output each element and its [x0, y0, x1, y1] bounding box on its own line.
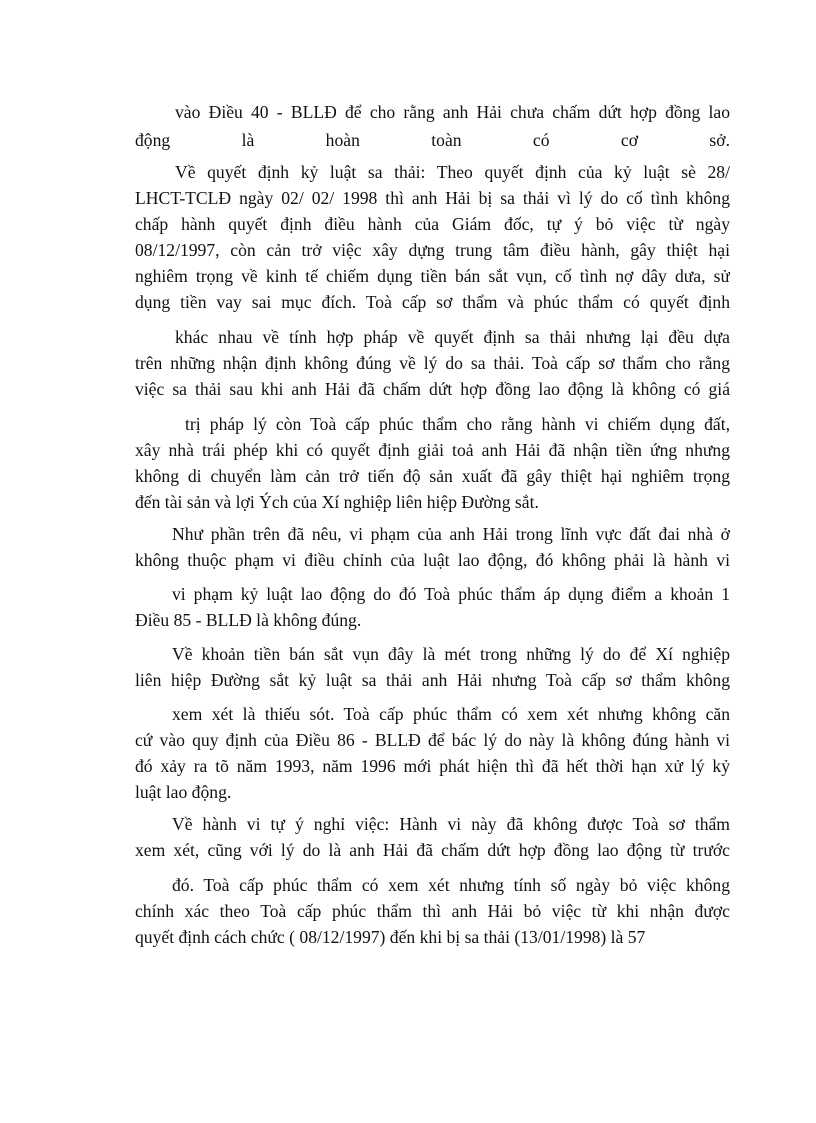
- text-line: vào Điều 40 - BLLĐ để cho rằng anh Hải chưa chấm dứt hợp đồng lao: [175, 102, 730, 122]
- text-line: 08/12/1997, còn cản trở việc xây dựng trung tâm điều hành, gây thiệt hại: [135, 240, 730, 260]
- text-line: chính xác theo Toà cấp phúc thẩm thì anh Hải bỏ việc từ khi nhận được: [135, 901, 730, 921]
- text-line: xem xét, cũng với lý do là anh Hải đã chấm dứt hợp đồng lao động từ trước: [135, 840, 730, 860]
- text-line: quyết định cách chức ( 08/12/1997) đến khi bị sa thải (13/01/1998) là 57: [135, 927, 646, 947]
- text-line: đó xảy ra tõ năm 1993, năm 1996 mới phát hiện thì đã hết thời hạn xử lý kỷ: [135, 756, 730, 776]
- text-line: Về quyết định kỷ luật sa thải: Theo quyết định của kỷ luật sè 28/: [175, 162, 730, 182]
- text-line: Về khoản tiền bán sắt vụn đây là mét trong những lý do để Xí nghiệp: [172, 644, 730, 664]
- text-line: không thuộc phạm vi điều chỉnh của luật lao động, đó không phải là hành vi: [135, 550, 730, 570]
- text-line: trên những nhận định không đúng về lý do sa thải. Toà cấp sơ thẩm cho rằng: [135, 353, 730, 373]
- text-line: vi phạm kỷ luật lao động do đó Toà phúc thẩm áp dụng điểm a khoản 1: [172, 584, 730, 604]
- text-line: chấp hành quyết định điều hành của Giám đốc, tự ý bỏ việc từ ngày: [135, 214, 730, 234]
- text-line: Như phần trên đã nêu, vi phạm của anh Hải trong lĩnh vực đất đai nhà ở: [172, 524, 730, 544]
- text-line: dụng tiền vay sai mục đích. Toà cấp sơ thẩm và phúc thẩm có quyết định: [135, 292, 730, 312]
- text-line: cứ vào quy định của Điều 86 - BLLĐ để bác lý do này là không đúng hành vi: [135, 730, 730, 750]
- text-line: động là hoàn toàn có cơ sở.: [135, 130, 730, 150]
- text-line: Điều 85 - BLLĐ là không đúng.: [135, 610, 362, 630]
- text-line: đó. Toà cấp phúc thẩm có xem xét nhưng tính số ngày bỏ việc không: [172, 875, 730, 895]
- text-line: trị pháp lý còn Toà cấp phúc thẩm cho rằng hành vi chiếm dụng đất,: [185, 414, 730, 434]
- text-line: không di chuyển làm cản trở tiến độ sản xuất đã gây thiệt hại nghiêm trọng: [135, 466, 730, 486]
- text-line: LHCT-TCLĐ ngày 02/ 02/ 1998 thì anh Hải bị sa thải vì lý do cố tình không: [135, 188, 730, 208]
- text-line: luật lao động.: [135, 782, 232, 802]
- text-line: Về hành vi tự ý nghỉ việc: Hành vi này đã không được Toà sơ thẩm: [172, 814, 730, 834]
- text-line: xem xét là thiếu sót. Toà cấp phúc thẩm có xem xét nhưng không căn: [172, 704, 730, 724]
- text-line: đến tài sản và lợi Ých của Xí nghiệp liên hiệp Đường sắt.: [135, 492, 539, 512]
- text-line: xây nhà trái phép khi có quyết định giải toả anh Hải đã nhận tiền ứng nhưng: [135, 440, 730, 460]
- text-line: khác nhau về tính hợp pháp về quyết định sa thải nhưng lại đều dựa: [175, 327, 730, 347]
- text-line: liên hiệp Đường sắt kỷ luật sa thải anh Hải nhưng Toà cấp sơ thẩm không: [135, 670, 730, 690]
- text-line: việc sa thải sau khi anh Hải đã chấm dứt hợp đồng lao động là không có giá: [135, 379, 730, 399]
- text-line: nghiêm trọng về kinh tế chiếm dụng tiền bán sắt vụn, cố tình nợ dây dưa, sử: [135, 266, 730, 286]
